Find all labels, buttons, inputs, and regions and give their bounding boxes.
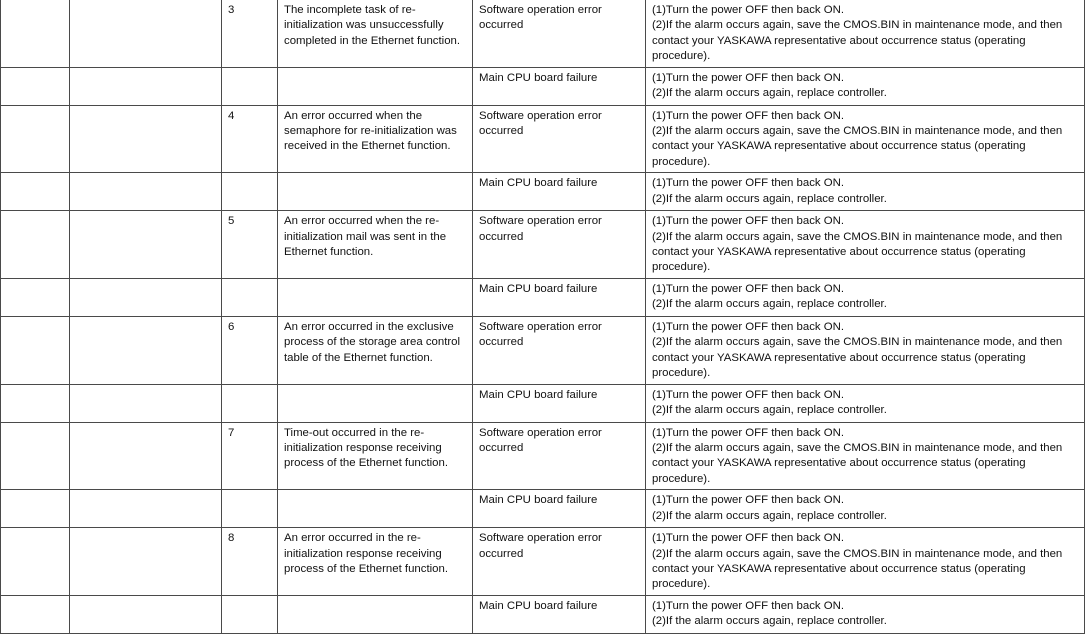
description-cell	[278, 278, 473, 316]
sub-code-cell	[222, 0, 278, 67]
remedy-step: (1)Turn the power OFF then back ON.	[652, 282, 845, 295]
remedy-step: (2)If the alarm occurs again, replace controller.	[652, 509, 887, 522]
remedy-step: (2)If the alarm occurs again, save the CMOS.BIN in maintenance mode, and then contact your YASKAWA representative about occurrence status (operating procedure).	[652, 336, 1063, 380]
remedy-cell	[646, 0, 1085, 67]
table-row	[1, 173, 1085, 211]
alarm-name-cell	[70, 67, 222, 105]
remedy-cell	[646, 67, 1085, 105]
table-row	[1, 384, 1085, 422]
cause-text: Main CPU board failure	[479, 282, 598, 295]
alarm-name-cell	[70, 490, 222, 528]
cause-cell	[473, 384, 646, 422]
cause-cell	[473, 422, 646, 490]
remedy-step: (2)If the alarm occurs again, replace controller.	[652, 298, 887, 311]
table-row	[1, 528, 1085, 596]
remedy-cell	[646, 384, 1085, 422]
remedy-step: (1)Turn the power OFF then back ON.	[652, 109, 845, 122]
remedy-cell	[646, 316, 1085, 384]
remedy-step: (2)If the alarm occurs again, replace controller.	[652, 87, 887, 100]
alarm-number-cell	[1, 490, 70, 528]
sub-code: 7	[228, 426, 235, 439]
sub-code-cell	[222, 67, 278, 105]
alarm-number-cell	[1, 105, 70, 173]
remedy-step: (1)Turn the power OFF then back ON.	[652, 599, 845, 612]
sub-code: 8	[228, 532, 235, 545]
remedy-step: (2)If the alarm occurs again, save the CMOS.BIN in maintenance mode, and then contact your YASKAWA representative about occurrence status (operating procedure).	[652, 19, 1063, 63]
cause-cell	[473, 490, 646, 528]
remedy-step: (1)Turn the power OFF then back ON.	[652, 320, 845, 333]
alarm-number-cell	[1, 384, 70, 422]
alarm-number-cell	[1, 316, 70, 384]
table-row	[1, 211, 1085, 279]
error-description: The incomplete task of re-initialization was unsuccessfully completed in the Ethernet function.	[284, 4, 461, 47]
alarm-name-cell	[70, 105, 222, 173]
cause-text: Software operation error occurred	[479, 109, 602, 138]
remedy-cell	[646, 278, 1085, 316]
remedy-step: (2)If the alarm occurs again, replace controller.	[652, 192, 887, 205]
cause-cell	[473, 67, 646, 105]
error-description: An error occurred in the exclusive process of the storage area control table of the Ethernet function.	[284, 320, 461, 364]
alarm-table-body	[1, 0, 1085, 633]
sub-code-cell	[222, 490, 278, 528]
table-row	[1, 67, 1085, 105]
description-cell	[278, 422, 473, 490]
cause-cell	[473, 105, 646, 173]
cause-cell	[473, 316, 646, 384]
remedy-cell	[646, 528, 1085, 596]
sub-code-cell	[222, 173, 278, 211]
table-row	[1, 278, 1085, 316]
remedy-cell	[646, 490, 1085, 528]
alarm-number-cell	[1, 0, 70, 67]
table-row	[1, 422, 1085, 490]
cause-cell	[473, 173, 646, 211]
table-row	[1, 490, 1085, 528]
description-cell	[278, 173, 473, 211]
cause-text: Main CPU board failure	[479, 599, 598, 612]
description-cell	[278, 490, 473, 528]
remedy-cell	[646, 105, 1085, 173]
table-row	[1, 316, 1085, 384]
sub-code-cell	[222, 384, 278, 422]
description-cell	[278, 0, 473, 67]
remedy-step: (2)If the alarm occurs again, save the CMOS.BIN in maintenance mode, and then contact your YASKAWA representative about occurrence status (operating procedure).	[652, 125, 1063, 168]
remedy-step: (2)If the alarm occurs again, replace controller.	[652, 615, 887, 628]
remedy-step: (2)If the alarm occurs again, save the CMOS.BIN in maintenance mode, and then contact your YASKAWA representative about occurrence status (operating procedure).	[652, 547, 1063, 591]
remedy-step: (1)Turn the power OFF then back ON.	[652, 388, 845, 401]
remedy-step: (2)If the alarm occurs again, save the CMOS.BIN in maintenance mode, and then contact your YASKAWA representative about occurrence status (operating procedure).	[652, 441, 1063, 485]
remedy-step: (2)If the alarm occurs again, replace controller.	[652, 403, 887, 416]
cause-text: Software operation error occurred	[479, 532, 602, 560]
alarm-name-cell	[70, 211, 222, 279]
error-description: An error occurred when the re-initialization mail was sent in the Ethernet function.	[284, 215, 447, 259]
sub-code-cell	[222, 422, 278, 490]
remedy-cell	[646, 422, 1085, 490]
alarm-name-cell	[70, 384, 222, 422]
alarm-name-cell	[70, 173, 222, 211]
remedy-cell	[646, 211, 1085, 279]
description-cell	[278, 316, 473, 384]
table-row	[1, 0, 1085, 67]
cause-text: Software operation error occurred	[479, 215, 602, 243]
sub-code: 5	[228, 215, 235, 228]
remedy-step: (1)Turn the power OFF then back ON.	[652, 177, 845, 190]
description-cell	[278, 528, 473, 596]
alarm-number-cell	[1, 211, 70, 279]
alarm-number-cell	[1, 173, 70, 211]
sub-code-cell	[222, 211, 278, 279]
remedy-step: (1)Turn the power OFF then back ON.	[652, 71, 845, 84]
cause-cell	[473, 278, 646, 316]
alarm-name-cell	[70, 316, 222, 384]
sub-code: 6	[228, 320, 235, 333]
sub-code: 3	[228, 4, 235, 16]
table-row	[1, 105, 1085, 173]
sub-code: 4	[228, 109, 235, 122]
remedy-step: (1)Turn the power OFF then back ON.	[652, 426, 845, 439]
error-description: Time-out occurred in the re-initialization response receiving process of the Ethernet function.	[284, 426, 448, 470]
alarm-number-cell	[1, 278, 70, 316]
alarm-name-cell	[70, 422, 222, 490]
sub-code-cell	[222, 278, 278, 316]
error-description: An error occurred in the re-initialization response receiving process of the Ethernet function.	[284, 532, 448, 575]
sub-code-cell	[222, 528, 278, 596]
remedy-step: (1)Turn the power OFF then back ON.	[652, 532, 845, 545]
description-cell	[278, 105, 473, 173]
description-cell	[278, 384, 473, 422]
remedy-cell	[646, 173, 1085, 211]
alarm-number-cell	[1, 422, 70, 490]
sub-code-cell	[222, 316, 278, 384]
remedy-step: (1)Turn the power OFF then back ON.	[652, 215, 845, 228]
remedy-step: (1)Turn the power OFF then back ON.	[652, 494, 845, 507]
cause-text: Software operation error occurred	[479, 320, 602, 349]
cause-cell	[473, 211, 646, 279]
remedy-step: (1)Turn the power OFF then back ON.	[652, 4, 845, 16]
cause-cell	[473, 528, 646, 596]
description-cell	[278, 67, 473, 105]
cause-text: Software operation error occurred	[479, 4, 602, 32]
alarm-name-cell	[70, 528, 222, 596]
sub-code-cell	[222, 105, 278, 173]
alarm-name-cell	[70, 0, 222, 67]
cause-cell	[473, 0, 646, 67]
error-description: An error occurred when the semaphore for re-initialization was received in the Ethernet function.	[284, 109, 457, 153]
cause-text: Main CPU board failure	[479, 388, 598, 401]
cause-text: Software operation error occurred	[479, 426, 602, 454]
cause-text: Main CPU board failure	[479, 177, 598, 190]
alarm-number-cell	[1, 67, 70, 105]
alarm-name-cell	[70, 278, 222, 316]
alarm-number-cell	[1, 528, 70, 596]
cause-text: Main CPU board failure	[479, 71, 598, 84]
cause-text: Main CPU board failure	[479, 494, 598, 507]
description-cell	[278, 211, 473, 279]
remedy-step: (2)If the alarm occurs again, save the CMOS.BIN in maintenance mode, and then contact your YASKAWA representative about occurrence status (operating procedure).	[652, 230, 1063, 274]
